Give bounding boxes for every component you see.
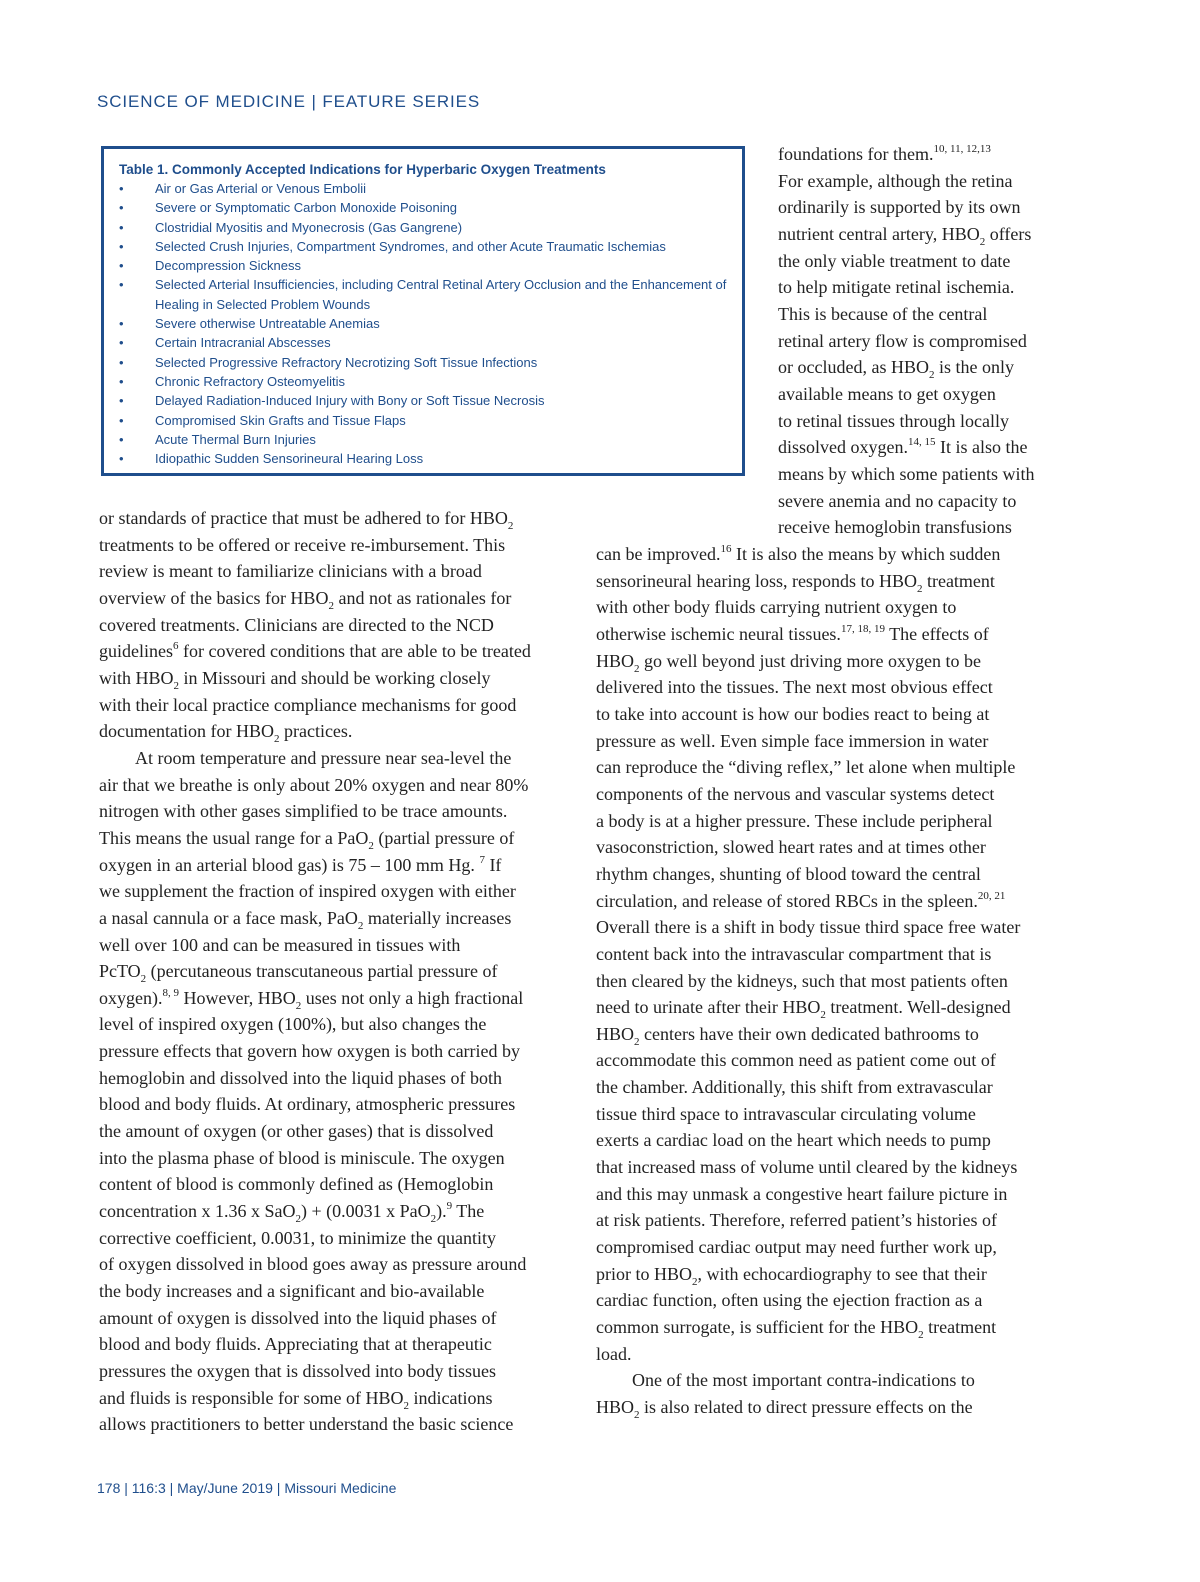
text-line: amount of oxygen is dissolved into the liquid phases of: [99, 1307, 497, 1328]
subscript: 2: [507, 520, 514, 532]
text-line: tissue third space to intravascular circulating volume: [596, 1103, 976, 1124]
text-line: This means the usual range for a PaO$_2$ (partial pressure of: [99, 827, 515, 852]
text-line: oxygen).$^{8, 9}$ However, $HBO_2$ uses not only a high fractional: [99, 986, 524, 1012]
text-line: allows practitioners to better understand the basic science: [99, 1414, 514, 1435]
subscript: 2: [430, 1213, 437, 1226]
text-line: delivered into the tissues. The next most obvious effect: [596, 677, 993, 698]
text-line: can reproduce the “diving reflex,” let alone when multiple: [596, 757, 1016, 778]
text-line: exerts a cardiac load on the heart which needs to pump: [596, 1130, 991, 1151]
text-line: blood and body fluids. At ordinary, atmospheric pressures: [99, 1094, 516, 1115]
text-line: compromised cardiac output may need further work up,: [596, 1237, 997, 1258]
indication-item: [119, 333, 730, 352]
indication-item: [119, 449, 730, 468]
text-line: covered treatments. Clinicians are directed to the NCD: [99, 614, 494, 635]
subscript: 2: [634, 662, 640, 675]
bullet-icon: •: [119, 238, 124, 254]
text-line: foundations for them.$^{10, 11, 12,13}$: [778, 143, 991, 164]
text-line: then cleared by the kidneys, such that most patients often: [596, 970, 1008, 991]
text-line: One of the most important contra-indications to: [632, 1370, 975, 1391]
paragraph: [596, 541, 1086, 1367]
text-line: pressure effects that govern how oxygen is both carried by: [99, 1041, 521, 1062]
text-line: corrective coefficient, 0.0031, to minimize the quantity: [99, 1227, 497, 1248]
right-column-top-text: [778, 141, 1078, 541]
text-line: available means to get oxygen: [778, 383, 996, 404]
text-line: nutrient central artery, $HBO_2$ offers: [778, 223, 1032, 248]
text-line: common surrogate, is sufficient for the $HBO_2$ treatment: [596, 1317, 997, 1342]
citation-superscript: 20, 21: [977, 889, 1006, 902]
paragraph: [99, 505, 589, 745]
bullet-icon: •: [119, 258, 124, 274]
bullet-icon: •: [119, 277, 124, 293]
text-line: or occluded, as $HBO_2$ is the only: [778, 357, 1014, 382]
indication-text: Air or Gas Arterial or Venous Embolii: [155, 181, 366, 196]
bullet-icon: •: [119, 373, 124, 389]
text-line: $HBO_2$ is also related to direct pressure effects on the: [596, 1397, 973, 1421]
text-line: review is meant to familiarize clinicians with a broad: [99, 561, 482, 582]
text-line: treatments to be offered or receive re-imbursement. This: [99, 534, 506, 555]
citation-superscript: 16: [720, 543, 732, 555]
text-line: the amount of oxygen (or other gases) that is dissolved: [99, 1121, 494, 1142]
bullet-icon: •: [119, 219, 124, 235]
text-line: nitrogen with other gases simplified to be trace amounts.: [99, 801, 508, 822]
indications-table: [101, 146, 745, 476]
indication-text: Selected Crush Injuries, Compartment Syndromes, and other Acute Traumatic Ischemias: [155, 238, 666, 254]
bullet-icon: •: [119, 393, 124, 409]
text-line: to help mitigate retinal ischemia.: [778, 277, 1015, 298]
text-line: dissolved oxygen.$^{14, 15}$ It is also the: [778, 436, 1028, 458]
bullet-icon: •: [119, 354, 124, 370]
paragraph: [596, 1367, 1086, 1420]
text-line: need to urinate after their $HBO_2$ treatment. Well-designed: [596, 997, 1011, 1022]
indication-text: Selected Progressive Refractory Necrotizing Soft Tissue Infections: [155, 354, 538, 370]
citation-superscript: 9: [446, 1200, 453, 1213]
text-line: rhythm changes, shunting of blood toward the central: [596, 863, 981, 884]
subscript: 2: [173, 679, 180, 692]
text-line: otherwise ischemic neural tissues.$^{17, 18, 19}$ The effects of: [596, 622, 989, 644]
text-line: $HBO_2$ go well beyond just driving more oxygen to be: [596, 650, 981, 675]
text-line: we supplement the fraction of inspired oxygen with either: [99, 881, 516, 902]
text-line: air that we breathe is only about 20% oxygen and near 80%: [99, 774, 529, 795]
indication-item: [119, 391, 730, 410]
text-line: with their local practice compliance mechanisms for good: [99, 694, 517, 715]
text-line: a nasal cannula or a face mask, PaO$_2$ materially increases: [99, 907, 512, 932]
subscript: 2: [634, 1409, 640, 1421]
indication-text: Delayed Radiation-Induced Injury with Bony or Soft Tissue Necrosis: [155, 393, 545, 409]
indication-text: Idiopathic Sudden Sensorineural Hearing Loss: [155, 451, 424, 467]
text-line: pressure as well. Even simple face immersion in water: [596, 730, 989, 751]
table-title: Table 1. Commonly Accepted Indications for Hyperbaric Oxygen Treatments: [119, 162, 606, 177]
series-header: SCIENCE OF MEDICINE | FEATURE SERIES: [97, 92, 481, 111]
text-line: content back into the intravascular compartment that is: [596, 943, 992, 964]
subscript: 2: [928, 369, 935, 382]
subscript: 2: [368, 839, 374, 852]
indication-item: [119, 237, 730, 256]
citation-superscript: 6: [173, 640, 179, 653]
text-line: $HBO_2$ centers have their own dedicated bathrooms to: [596, 1023, 979, 1048]
subscript: 2: [820, 1009, 826, 1022]
text-line: to retinal tissues through locally: [778, 410, 1009, 431]
bullet-icon: •: [119, 412, 124, 428]
text-line: documentation for $HBO_2$ practices.: [99, 721, 353, 746]
indication-item: [119, 218, 730, 237]
text-line: ordinarily is supported by its own: [778, 197, 1021, 218]
text-line: accommodate this common need as patient come out of: [596, 1050, 996, 1071]
indication-item: [119, 430, 730, 449]
text-line: cardiac function, often using the ejection fraction as a: [596, 1290, 983, 1311]
subscript: 2: [979, 235, 986, 248]
text-line: components of the nervous and vascular systems detect: [596, 783, 995, 804]
indication-text: Chronic Refractory Osteomyelitis: [155, 373, 345, 389]
indication-item: [119, 372, 730, 391]
citation-superscript: 8, 9: [162, 986, 179, 999]
text-line: vasoconstriction, slowed heart rates and at times other: [596, 837, 986, 858]
text-line: to take into account is how our bodies react to being at: [596, 703, 990, 724]
indication-item: [119, 198, 730, 217]
text-line: of oxygen dissolved in blood goes away as pressure around: [99, 1254, 527, 1275]
text-line: with $HBO_2$ in Missouri and should be working closely: [99, 667, 491, 692]
text-line: content of blood is commonly defined as (Hemoglobin: [99, 1174, 494, 1195]
text-line: circulation, and release of stored RBCs in the spleen.$^{20, 21}$: [596, 889, 1006, 911]
text-line: concentration x 1.36 x SaO$_2$) + (0.0031 x PaO$_2$).$^9$ The: [99, 1200, 485, 1226]
text-line: Overall there is a shift in body tissue third space free water: [596, 917, 1021, 938]
text-line: with other body fluids carrying nutrient oxygen to: [596, 597, 957, 618]
text-line: This is because of the central: [778, 303, 988, 324]
citation-superscript: 10, 11, 12,13: [933, 143, 991, 155]
subscript: 2: [295, 1213, 301, 1226]
bullet-icon: •: [119, 316, 124, 332]
bullet-icon: •: [119, 200, 124, 216]
left-column-text: [99, 505, 589, 1438]
citation-superscript: 7: [479, 853, 485, 866]
indication-item: [119, 411, 730, 430]
bullet-icon: •: [119, 335, 124, 351]
text-line: retinal artery flow is compromised: [778, 330, 1027, 351]
text-line: severe anemia and no capacity to: [778, 490, 1017, 511]
text-line: into the plasma phase of blood is miniscule. The oxygen: [99, 1147, 505, 1168]
bullet-icon: •: [119, 451, 124, 467]
text-line: guidelines$^6$ for covered conditions that are able to be treated: [99, 640, 531, 662]
paragraph: [99, 745, 589, 1438]
text-line: and fluids is responsible for some of $HBO_2$ indications: [99, 1387, 493, 1412]
page-footer: 178 | 116:3 | May/June 2019 | Missouri Medicine: [97, 1480, 397, 1496]
text-line: well over 100 and can be measured in tissues with: [99, 934, 461, 955]
text-line: and this may unmask a congestive heart failure picture in: [596, 1183, 1008, 1204]
indication-text: Decompression Sickness: [155, 258, 301, 274]
subscript: 2: [328, 599, 334, 612]
text-line: means by which some patients with: [778, 463, 1035, 484]
subscript: 2: [140, 973, 147, 986]
text-line: the body increases and a significant and bio-available: [99, 1281, 485, 1302]
subscript: 2: [273, 733, 280, 746]
text-line: blood and body fluids. Appreciating that at therapeutic: [99, 1334, 492, 1355]
text-line: prior to $HBO_2$, with echocardiography to see that their: [596, 1263, 987, 1288]
indications-list: [119, 179, 730, 468]
subscript: 2: [403, 1399, 409, 1412]
text-line: at risk patients. Therefore, referred patient’s histories of: [596, 1210, 998, 1231]
subscript: 2: [916, 582, 923, 595]
text-line: sensorineural hearing loss, responds to $HBO_2$ treatment: [596, 570, 995, 595]
indication-item: [119, 353, 730, 372]
text-line: or standards of practice that must be adhered to for $HBO_2$: [99, 508, 514, 532]
text-line: can be improved.$^{16}$ It is also the means by which sudden: [596, 543, 1001, 564]
text-line: PcTO$_2$ (percutaneous transcutaneous partial pressure of: [99, 961, 498, 986]
text-line: level of inspired oxygen (100%), but also changes the: [99, 1014, 487, 1035]
citation-superscript: 17, 18, 19: [840, 622, 885, 635]
indication-text: Acute Thermal Burn Injuries: [155, 431, 316, 447]
subscript: 2: [692, 1275, 698, 1288]
text-line: receive hemoglobin transfusions: [778, 517, 1012, 538]
text-line: load.: [596, 1343, 632, 1364]
text-line: For example, although the retina: [778, 170, 1013, 191]
indication-item: [119, 256, 730, 275]
text-line: that increased mass of volume until cleared by the kidneys: [596, 1157, 1018, 1178]
citation-superscript: 14, 15: [908, 436, 936, 449]
text-line: overview of the basics for $HBO_2$ and not as rationales for: [99, 587, 512, 612]
right-column-text: [596, 541, 1086, 1421]
text-line: the chamber. Additionally, this shift from extravascular: [596, 1077, 993, 1098]
subscript: 2: [295, 999, 302, 1012]
indication-text: Selected Arterial Insufficiencies, including Central Retinal Artery Occlusion and the Enhancement of Healing in Selected Problem Wounds: [155, 277, 727, 312]
indication-text: Clostridial Myositis and Myonecrosis (Gas Gangrene): [155, 219, 463, 235]
indication-text: Severe or Symptomatic Carbon Monoxide Poisoning: [155, 200, 458, 216]
indication-text: Severe otherwise Untreatable Anemias: [155, 316, 380, 332]
text-line: At room temperature and pressure near sea-level the: [135, 747, 512, 768]
text-line: the only viable treatment to date: [778, 250, 1011, 271]
indication-item: [119, 314, 730, 333]
indication-item: [119, 179, 730, 198]
text-line: pressures the oxygen that is dissolved into body tissues: [99, 1361, 496, 1381]
bullet-icon: •: [119, 431, 124, 447]
subscript: 2: [634, 1035, 640, 1048]
indication-text: Compromised Skin Grafts and Tissue Flaps: [155, 412, 406, 428]
subscript: 2: [918, 1329, 924, 1342]
text-line: hemoglobin and dissolved into the liquid phases of both: [99, 1067, 502, 1088]
indication-item: [119, 275, 730, 314]
bullet-icon: •: [119, 181, 124, 196]
subscript: 2: [357, 919, 364, 932]
text-line: oxygen in an arterial blood gas) is 75 – 100 mm Hg. $^7$ If: [99, 853, 502, 875]
indication-text: Certain Intracranial Abscesses: [155, 335, 331, 351]
text-line: a body is at a higher pressure. These include peripheral: [596, 810, 993, 831]
